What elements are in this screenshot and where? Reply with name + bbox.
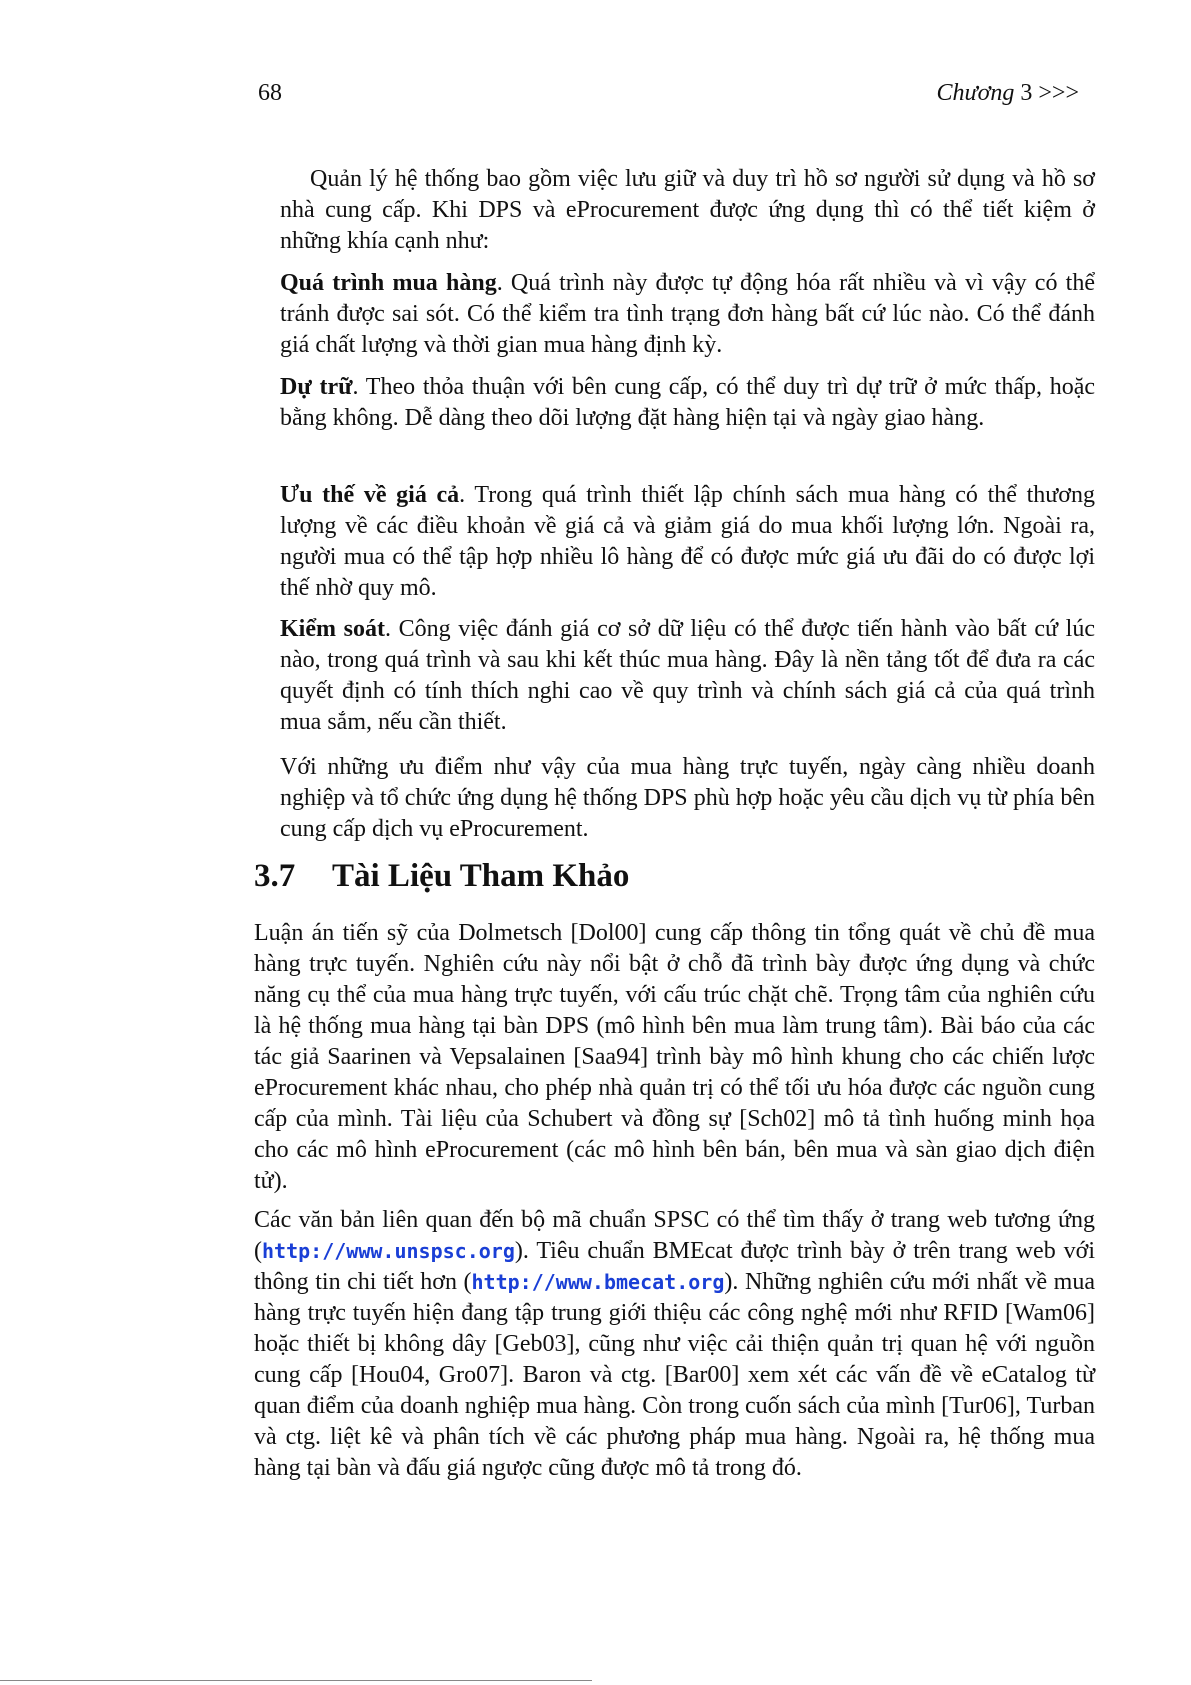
paragraph-control <box>280 614 1095 738</box>
paragraph-text: . Trong quá trình thiết lập chính sách mua hàng có thể thương lượng về các điều khoản về giá cả và giảm giá do mua khối lượng lớn. Ngoài ra, người mua có thể tập hợp nhiều lô hàng để có được mức giá ưu đãi do có được lợi thế nhờ quy mô. <box>280 482 1095 601</box>
paragraph-text: ). Những nghiên cứu mới nhất về mua hàng trực tuyến hiện đang tập trung giới thiệu các công nghệ mới như RFID [Wam06] hoặc thiết bị không dây [Geb03], cũng như việc cải thiện quản trị quan hệ với nguồn cung cấp [Hou04, Gro07]. Baron và ctg. [Bar00] xem xét các vấn đề về eCatalog từ quan điểm của doanh nghiệp mua hàng. Còn trong cuốn sách của mình [Tur06], Turban và ctg. liệt kê và phân tích về các phương pháp mua hàng. Ngoài ra, hệ thống mua hàng tại bàn và đấu giá ngược cũng được mô tả trong đó. <box>254 1269 1095 1481</box>
term-inventory: Dự trữ <box>280 374 353 400</box>
link-unspsc[interactable]: http://www.unspsc.org <box>262 1239 515 1263</box>
paragraph-text: Các văn bản liên quan đến bộ mã chuẩn SPSC có thể tìm thấy ở trang web tương ứng ( <box>254 1207 1095 1264</box>
paragraph-conclusion: Với những ưu điểm như vậy của mua hàng trực tuyến, ngày càng nhiều doanh nghiệp và tổ chức ứng dụng hệ thống DPS phù hợp hoặc yêu cầu dịch vụ từ phía bên cung cấp dịch vụ eProcurement. <box>280 754 1095 842</box>
term-purchasing-process: Quá trình mua hàng <box>280 270 497 296</box>
section-title: Tài Liệu Tham Khảo <box>332 858 630 894</box>
page-number: 68 <box>258 80 282 106</box>
running-header <box>936 80 1079 107</box>
chapter-label: Chương <box>936 80 1015 106</box>
paragraph-text: . Theo thỏa thuận với bên cung cấp, có thể duy trì dự trữ ở mức thấp, hoặc bằng không. Dễ dàng theo dõi lượng đặt hàng hiện tại và ngày giao hàng. <box>280 374 1096 431</box>
paragraph-text: . Quá trình này được tự động hóa rất nhiều và vì vậy có thể tránh được sai sót. Có thể kiểm tra tình trạng đơn hàng bất cứ lúc nào. Có thể đánh giá chất lượng và thời gian mua hàng định kỳ. <box>280 270 1095 358</box>
footer-rule <box>0 1680 592 1681</box>
paragraph-inventory <box>280 372 1095 434</box>
paragraph-references-1: Luận án tiến sỹ của Dolmetsch [Dol00] cung cấp thông tin tổng quát về chủ đề mua hàng trực tuyến. Nghiên cứu này nổi bật ở chỗ đã trình bày được ứng dụng và chức năng cụ thể của mua hàng trực tuyến, với cấu trúc chặt chẽ. Trọng tâm của nghiên cứu là hệ thống mua hàng tại bàn DPS (mô hình bên mua làm trung tâm). Bài báo của các tác giả Saarinen và Vepsalainen [Saa94] trình bày mô hình khung cho các chiến lược eProcurement khác nhau, cho phép nhà quản trị có thể tối ưu hóa được các nguồn cung cấp của mình. Tài liệu của Schubert và đồng sự [Sch02] mô tả tình huống minh họa cho các mô hình eProcurement (các mô hình bên bán, bên mua và sàn giao dịch điện tử). <box>254 920 1095 1194</box>
term-control: Kiểm soát <box>280 616 385 642</box>
section-number: 3.7 <box>254 858 296 894</box>
link-bmecat[interactable]: http://www.bmecat.org <box>471 1270 725 1294</box>
paragraph-intro: Quản lý hệ thống bao gồm việc lưu giữ và duy trì hồ sơ người sử dụng và hồ sơ nhà cung cấp. Khi DPS và eProcurement được ứng dụng thì có thể tiết kiệm ở những khía cạnh như: <box>280 166 1095 254</box>
paragraph-text: . Công việc đánh giá cơ sở dữ liệu có thể được tiến hành vào bất cứ lúc nào, trong quá trình và sau khi kết thúc mua hàng. Đây là nền tảng tốt để đưa ra các quyết định có tính thích nghi cao về quy trình và chính sách giá cả của quá trình mua sắm, nếu cần thiết. <box>280 616 1095 735</box>
chapter-number: 3 >>> <box>1020 80 1079 106</box>
paragraph-references-2 <box>254 1205 1095 1484</box>
term-price-advantage: Ưu thế về giá cả <box>280 482 460 508</box>
paragraph-purchasing-process <box>280 268 1095 361</box>
paragraph-text: ). Tiêu chuẩn BMEcat được trình bày ở trên trang web với thông tin chi tiết hơn ( <box>254 1238 1095 1295</box>
paragraph-price-advantage <box>280 480 1095 604</box>
section-heading <box>254 858 629 895</box>
